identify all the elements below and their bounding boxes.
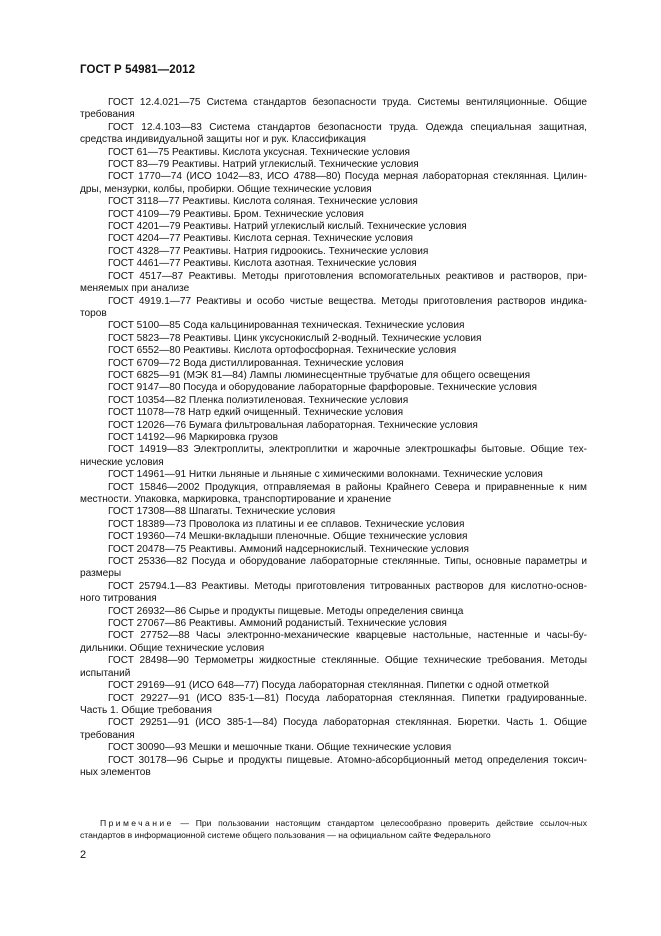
note-text: — При пользовании настоящим стандартом целесообразно проверить действие ссылоч-ных стандартов в информационной системе общего пользования — на официальном сайте Федерального (80, 818, 587, 841)
references-list (80, 97, 587, 779)
reference-line: ГОСТ 4204—77 Реактивы. Кислота серная. Технические условия (108, 233, 413, 245)
page-number: 2 (80, 849, 87, 861)
reference-line: ГОСТ 4109—79 Реактивы. Бром. Технические условия (108, 208, 364, 220)
reference-line: ГОСТ 28498—90 Термометры жидкостные стеклянные. Общие технические требования. Методы (108, 655, 587, 667)
reference-line: ГОСТ 6552—80 Реактивы. Кислота ортофосфорная. Технические условия (108, 345, 457, 357)
reference-line: требования (80, 729, 135, 741)
reference-line: требования (80, 109, 135, 121)
reference-line: ГОСТ 11078—78 Натр едкий очищенный. Технические условия (108, 407, 404, 419)
reference-line: размеры (80, 568, 122, 580)
reference-line: ГОСТ 15846—2002 Продукция, отправляемая в районы Крайнего Севера и приравненные к ним (108, 481, 587, 493)
reference-line: ГОСТ 12026—76 Бумага фильтровальная лабораторная. Технические условия (108, 419, 478, 431)
reference-line: Часть 1. Общие требования (80, 704, 212, 716)
note-label: Примечание (100, 818, 174, 828)
reference-line: ГОСТ 30178—96 Сырье и продукты пищевые. Атомно-абсорбционный метод определения токсич- (108, 754, 587, 766)
reference-line: ГОСТ 4201—79 Реактивы. Натрий углекислый кислый. Технические условия (108, 221, 467, 233)
reference-line: ных элементов (80, 766, 151, 778)
reference-line: дильники. Общие технические условия (80, 642, 265, 654)
reference-line: ного титрования (80, 593, 157, 605)
reference-line: средства индивидуальной защиты ног и рук. Классификация (80, 134, 366, 146)
reference-line: ГОСТ 25794.1—83 Реактивы. Методы приготовления титрованных растворов для кислотно-основ- (108, 580, 587, 592)
reference-line: ГОСТ 14192—96 Маркировка грузов (108, 431, 279, 443)
reference-line: ГОСТ 5100—85 Сода кальцинированная техническая. Технические условия (108, 320, 465, 332)
reference-line: ГОСТ 5823—78 Реактивы. Цинк уксуснокислый 2-водный. Технические условия (108, 332, 482, 344)
reference-line: ГОСТ 17308—88 Шпагаты. Технические условия (108, 506, 336, 518)
reference-line: нические условия (80, 456, 164, 468)
reference-line: ГОСТ 4328—77 Реактивы. Натрия гидроокись. Технические условия (108, 245, 429, 257)
reference-line: меняемых при анализе (80, 283, 190, 295)
reference-line: ГОСТ 83—79 Реактивы. Натрий углекислый. Технические условия (108, 159, 419, 171)
reference-line: ГОСТ 12.4.021—75 Система стандартов безопасности труда. Системы вентиляционные. Общие (108, 97, 587, 108)
reference-line: ГОСТ 3118—77 Реактивы. Кислота соляная. Технические условия (108, 196, 418, 208)
reference-line: ГОСТ 29227—91 (ИСО 835-1—81) Посуда лабораторная стеклянная. Пипетки градуированные. (108, 692, 587, 704)
reference-line: ГОСТ 19360—74 Мешки-вкладыши пленочные. Общие технические условия (108, 531, 468, 543)
reference-line: ГОСТ 4461—77 Реактивы. Кислота азотная. Технические условия (108, 258, 417, 270)
reference-line: местности. Упаковка, маркировка, транспортирование и хранение (80, 494, 392, 505)
reference-line: ГОСТ 12.4.103—83 Система стандартов безопасности труда. Одежда специальная защитная, (108, 121, 587, 133)
reference-line: ГОСТ 4919.1—77 Реактивы и особо чистые вещества. Методы приготовления растворов индика- (108, 295, 587, 307)
reference-line: ГОСТ 6709—72 Вода дистиллированная. Технические условия (108, 357, 404, 369)
note-paragraph (80, 817, 587, 841)
reference-line: ГОСТ 10354—82 Пленка полиэтиленовая. Технические условия (108, 394, 409, 406)
reference-line: ГОСТ 27752—88 Часы электронно-механические кварцевые настольные, настенные и часы-бу- (108, 630, 587, 642)
reference-line: ГОСТ 26932—86 Сырье и продукты пищевые. Методы определения свинца (108, 605, 464, 617)
reference-line: ГОСТ 14919—83 Электроплиты, электроплитки и жарочные электрошкафы бытовые. Общие тех- (108, 444, 587, 456)
reference-line: ГОСТ 14961—91 Нитки льняные и льняные с химическими волокнами. Технические условия (108, 469, 543, 481)
reference-line: ГОСТ 4517—87 Реактивы. Методы приготовления вспомогательных реактивов и растворов, при- (108, 270, 587, 282)
reference-line: ГОСТ 6825—91 (МЭК 81—84) Лампы люминесцентные трубчатые для общего освещения (108, 369, 531, 381)
reference-line: дры, мензурки, колбы, пробирки. Общие технические условия (80, 183, 372, 195)
reference-line: ГОСТ 9147—80 Посуда и оборудование лабораторные фарфоровые. Технические условия (108, 382, 537, 394)
document-header: ГОСТ Р 54981—2012 (80, 64, 196, 76)
reference-line: ГОСТ 29169—91 (ИСО 648—77) Посуда лабораторная стеклянная. Пипетки с одной отметкой (108, 680, 549, 692)
reference-line: ГОСТ 30090—93 Мешки и мешочные ткани. Общие технические условия (108, 742, 452, 754)
reference-line: ГОСТ 27067—86 Реактивы. Аммоний роданистый. Технические условия (108, 618, 447, 630)
reference-line: ГОСТ 18389—73 Проволока из платины и ее сплавов. Технические условия (108, 518, 465, 530)
reference-line: ГОСТ 25336—82 Посуда и оборудование лабораторные стеклянные. Типы, основные параметры и (108, 556, 587, 568)
reference-line: ГОСТ 1770—74 (ИСО 1042—83, ИСО 4788—80) Посуда мерная лабораторная стеклянная. Цилин- (108, 171, 587, 183)
reference-line: ГОСТ 61—75 Реактивы. Кислота уксусная. Технические условия (108, 146, 411, 158)
reference-line: ГОСТ 29251—91 (ИСО 385-1—84) Посуда лабораторная стеклянная. Бюретки. Часть 1. Общие (108, 717, 587, 729)
reference-line: торов (80, 307, 107, 319)
reference-line: испытаний (80, 667, 131, 679)
reference-line: ГОСТ 20478—75 Реактивы. Аммоний надсернокислый. Технические условия (108, 543, 470, 555)
